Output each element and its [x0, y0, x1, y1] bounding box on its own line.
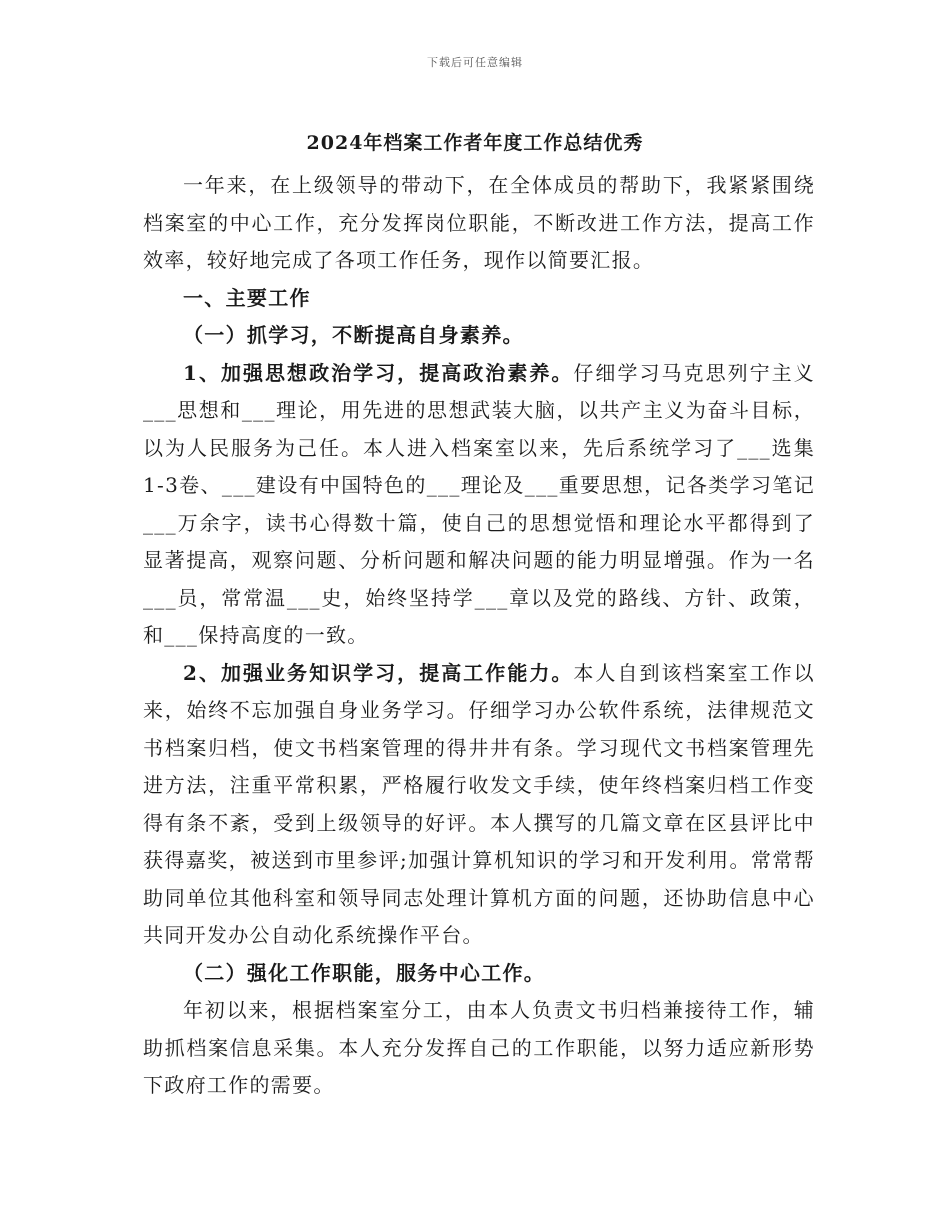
- item-2-lead: 2、加强业务知识学习，提高工作能力。: [183, 660, 574, 685]
- intro-paragraph: 一年来，在上级领导的带动下，在全体成员的帮助下，我紧紧围绕档案室的中心工作，充分发挥岗位职能，不断改进工作方法，提高工作效率，较好地完成了各项工作任务，现作以简要汇报。: [143, 173, 815, 272]
- item-2-text: 本人自到该档案室工作以来，始终不忘加强自身业务学习。仔细学习办公软件系统，法律规范文书档案归档，使文书档案管理的得井井有条。学习现代文书档案管理先进方法，注重平常积累，严格履行收发文手续，使年终档案归档工作变得有条不紊，受到上级领导的好评。本人撰写的几篇文章在区县评比中获得嘉奖，被送到市里参评;加强计算机知识的学习和开发利用。常常帮助同单位其他科室和领导同志处理计算机方面的问题，还协助信息中心共同开发办公自动化系统操作平台。: [143, 660, 815, 947]
- item-1-lead: 1、加强思想政治学习，提高政治素养。: [183, 360, 574, 385]
- last-paragraph: 年初以来，根据档案室分工，由本人负责文书归档兼接待工作，辅助抓档案信息采集。本人充分发挥自己的工作职能，以努力适应新形势下政府工作的需要。: [143, 998, 815, 1097]
- document-title: 2024年档案工作者年度工作总结优秀: [306, 132, 644, 154]
- item-1-text: 仔细学习马克思列宁主义___思想和___理论，用先进的思想武装大脑，以共产主义为奋斗目标，以为人民服务为己任。本人进入档案室以来，先后系统学习了___选集1-3卷、___建设有中国特色的___理论及___重要思想，记各类学习笔记___万余字，读书心得数十篇，使自己的思想觉悟和理论水平都得到了显著提高，观察问题、分析问题和解决问题的能力明显增强。作为一名___员，常常温___史，始终坚持学___章以及党的路线、方针、政策，和___保持高度的一致。: [143, 360, 815, 647]
- item-2-paragraph: [143, 655, 815, 955]
- subsection-heading-duties: （二）强化工作职能，服务中心工作。: [183, 960, 546, 985]
- document-body: [143, 167, 815, 1105]
- section-heading-main-work: 一、主要工作: [183, 285, 311, 310]
- item-1-paragraph: [143, 355, 815, 655]
- header-note: 下载后可任意编辑: [427, 56, 523, 69]
- subsection-heading-study: （一）抓学习，不断提高自身素养。: [183, 323, 524, 347]
